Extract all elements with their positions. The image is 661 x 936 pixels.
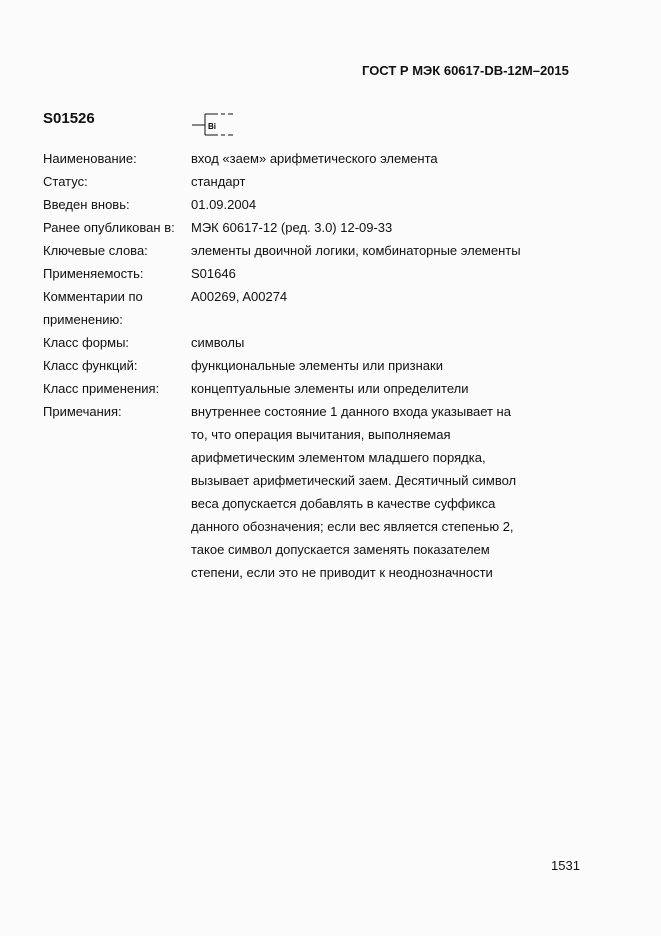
field-value-line: данного обозначения; если вес является степенью 2, bbox=[191, 519, 514, 534]
field-value bbox=[191, 262, 551, 285]
field-label: Примечания: bbox=[43, 404, 122, 419]
field-label: Введен вновь: bbox=[43, 197, 130, 212]
field-label bbox=[43, 285, 193, 331]
borrow-input-symbol-icon bbox=[190, 110, 240, 140]
field-value-line: веса допускается добавлять в качестве суффикса bbox=[191, 496, 496, 511]
field-value bbox=[191, 216, 551, 239]
field-value bbox=[191, 193, 551, 216]
field-value bbox=[191, 147, 551, 170]
field-value-line: концептуальные элементы или определители bbox=[191, 381, 469, 396]
field-label: Класс формы: bbox=[43, 335, 130, 350]
field-value-line: S01646 bbox=[191, 266, 236, 281]
field-value bbox=[191, 354, 551, 377]
page-number: 1531 bbox=[551, 858, 580, 873]
symbol-glyph-text: Bi bbox=[208, 122, 216, 131]
field-label: Применяемость: bbox=[43, 266, 144, 281]
field-label: Наименование: bbox=[43, 151, 137, 166]
field-label: Статус: bbox=[43, 174, 88, 189]
field-value-line: внутреннее состояние 1 данного входа указывает на bbox=[191, 404, 511, 419]
field-value-line: степени, если это не приводит к неоднозначности bbox=[191, 565, 493, 580]
field-value-line: функциональные элементы или признаки bbox=[191, 358, 443, 373]
field-value-line: то, что операция вычитания, выполняемая bbox=[191, 427, 451, 442]
field-value-line: такое символ допускается заменять показателем bbox=[191, 542, 490, 557]
field-value-line: 01.09.2004 bbox=[191, 197, 257, 212]
symbol-code: S01526 bbox=[43, 110, 95, 127]
field-label: Ранее опубликован в: bbox=[43, 220, 175, 235]
field-label: Класс применения: bbox=[43, 381, 160, 396]
field-value-line: символы bbox=[191, 335, 245, 350]
field-value-line: элементы двоичной логики, комбинаторные элементы bbox=[191, 243, 521, 258]
field-value bbox=[191, 400, 551, 584]
field-value-line: стандарт bbox=[191, 174, 246, 189]
field-value-line: вызывает арифметический заем. Десятичный символ bbox=[191, 473, 517, 488]
field-value-line: вход «заем» арифметического элемента bbox=[191, 151, 438, 166]
field-label: Ключевые слова: bbox=[43, 243, 148, 258]
field-value bbox=[191, 377, 551, 400]
field-value bbox=[191, 170, 551, 193]
field-label-line: Комментарии по bbox=[43, 289, 143, 304]
field-value-line: арифметическим элементом младшего порядка, bbox=[191, 450, 486, 465]
field-value-line: МЭК 60617-12 (ред. 3.0) 12-09-33 bbox=[191, 220, 393, 235]
field-value bbox=[191, 331, 551, 354]
standard-header: ГОСТ Р МЭК 60617-DB-12M–2015 bbox=[362, 63, 569, 78]
field-value-line: A00269, A00274 bbox=[191, 289, 288, 304]
field-label: Класс функций: bbox=[43, 358, 138, 373]
field-value bbox=[191, 285, 551, 308]
field-value bbox=[191, 239, 551, 262]
field-label-line: применению: bbox=[43, 312, 123, 327]
